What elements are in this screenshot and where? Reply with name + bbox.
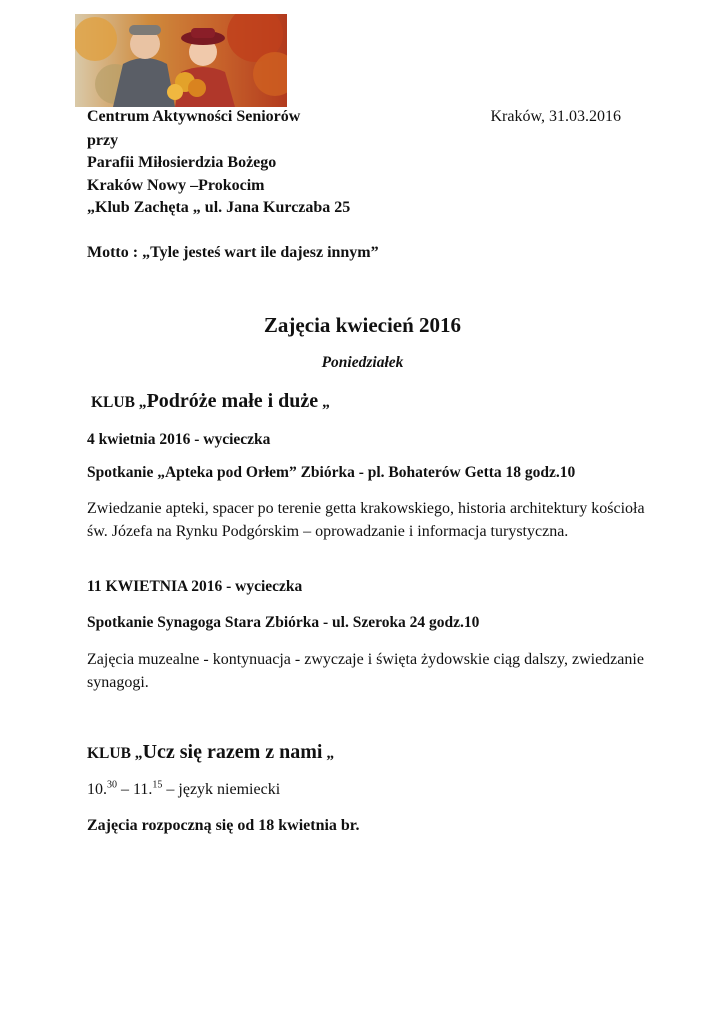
club1-heading bbox=[91, 390, 330, 413]
org-name-line: Centrum Aktywności Seniorów bbox=[87, 108, 301, 125]
club1-prefix: KLUB „ bbox=[91, 394, 147, 411]
club2-prefix: KLUB „ bbox=[87, 745, 143, 762]
club1-name: Podróże małe i duże bbox=[146, 390, 319, 412]
event1-date: 4 kwietnia 2016 - wycieczka bbox=[87, 431, 271, 448]
event2-meeting: Spotkanie Synagoga Stara Zbiórka - ul. Szeroka 24 godz.10 bbox=[87, 614, 480, 631]
event2-date: 11 KWIETNIA 2016 - wycieczka bbox=[87, 578, 303, 595]
club2-schedule bbox=[87, 781, 280, 799]
motto: Motto : „Tyle jesteś wart ile dajesz innym” bbox=[87, 244, 379, 261]
org-district-line: Kraków Nowy –Prokocim bbox=[87, 177, 265, 194]
org-club-address-line: „Klub Zachęta „ ul. Jana Kurczaba 25 bbox=[87, 199, 351, 216]
club1-suffix: „ bbox=[318, 394, 330, 411]
page-title: Zajęcia kwiecień 2016 bbox=[263, 313, 462, 337]
header-photo-seniors bbox=[75, 14, 287, 107]
time-start-minutes: 30 bbox=[107, 779, 117, 791]
event1-description: Zwiedzanie apteki, spacer po terenie getta krakowskiego, historia architektury kościoła św. Józefa na Rynku Podgórskim – oprowadzanie i informacja turystyczna. bbox=[87, 500, 645, 540]
club2-name: Ucz się razem z nami bbox=[142, 741, 323, 763]
time-start-hour: 10. bbox=[87, 781, 107, 798]
org-parish-line: Parafii Miłosierdzia Bożego bbox=[87, 154, 277, 171]
event1-meeting: Spotkanie „Apteka pod Orłem” Zbiórka - pl. Bohaterów Getta 18 godz.10 bbox=[87, 464, 576, 481]
club2-heading bbox=[87, 741, 334, 764]
club2-note: Zajęcia rozpoczną się od 18 kwietnia br. bbox=[87, 817, 360, 834]
org-przy-line: przy bbox=[87, 132, 119, 149]
club2-suffix: „ bbox=[322, 745, 335, 762]
time-end-minutes: 15 bbox=[152, 779, 163, 791]
activity-name: – język niemiecki bbox=[162, 781, 281, 798]
day-heading: Poniedziałek bbox=[321, 354, 404, 371]
place-date: Kraków, 31.03.2016 bbox=[490, 108, 621, 125]
event2-description: Zajęcia muzealne - kontynuacja - zwyczaje i święta żydowskie ciąg dalszy, zwiedzanie synagogi. bbox=[87, 651, 644, 691]
time-separator: – 11. bbox=[117, 781, 153, 798]
